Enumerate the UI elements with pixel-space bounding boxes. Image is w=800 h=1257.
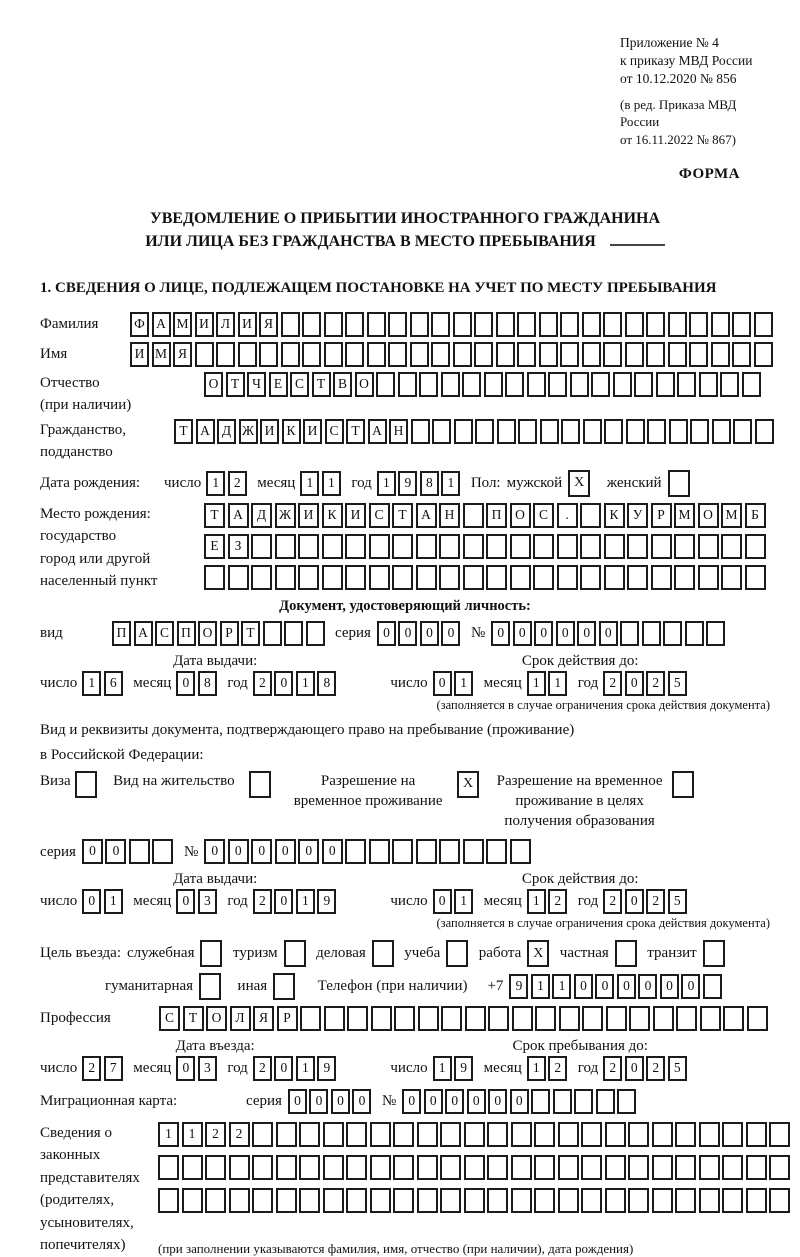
year-label: год [227, 1059, 248, 1076]
doc-dates-row [40, 671, 770, 696]
surname-label: Фамилия [40, 315, 99, 332]
citizenship-label [40, 419, 174, 464]
sex-label: Пол: [470, 474, 501, 491]
purpose-work-label: работа [478, 944, 522, 961]
birthplace-label-line3: город или другой [40, 550, 151, 567]
residence-valid-date [390, 889, 770, 914]
residence-permit-label: Вид на жительство [113, 772, 235, 789]
residence-options-row [40, 771, 770, 832]
doc-series-cells[interactable]: 0 0 0 0 [377, 621, 463, 646]
residence-validity-note: (заполняется в случае ограничения срока действия документа) [436, 916, 770, 931]
temp-residence-checkbox[interactable]: X [457, 771, 482, 798]
day-label: число [390, 1059, 428, 1076]
purpose-transit-checkbox[interactable] [703, 940, 728, 967]
residence-intro-line2: в Российской Федерации: [40, 746, 204, 763]
residence-issue-month-cells[interactable]: 0 3 [176, 889, 219, 914]
residence-number-label: № [183, 843, 199, 860]
page-title [40, 207, 770, 253]
phone-prefix: +7 [487, 977, 504, 994]
entry-date [40, 1056, 390, 1081]
residence-issue-header: Дата выдачи: [173, 871, 258, 888]
entry-month-cells[interactable]: 0 3 [176, 1056, 219, 1081]
residence-valid-year-cells[interactable]: 2 0 2 5 [603, 889, 689, 914]
patronymic-label [40, 372, 204, 417]
birthplace-label-line1: Место рождения: [40, 505, 151, 522]
doc-valid-year-cells[interactable]: 2 0 2 5 [603, 671, 689, 696]
purpose-transit-label: транзит [647, 944, 697, 961]
temp-residence-label: Разрешение на временное проживание [293, 772, 443, 809]
citizenship-label-line2: подданство [40, 444, 113, 461]
stay-month-cells[interactable]: 1 2 [527, 1056, 570, 1081]
name-row [40, 342, 770, 367]
doc-valid-month-cells[interactable]: 1 1 [527, 671, 570, 696]
residence-date-headers [40, 870, 770, 889]
purpose-business-label: деловая [316, 944, 366, 961]
residence-series-row [40, 839, 770, 864]
stay-until-date [390, 1056, 770, 1081]
doc-number-cells[interactable]: 0 0 0 0 0 0 [491, 621, 728, 646]
purpose-study-label: учеба [404, 944, 441, 961]
surname-row [40, 312, 770, 337]
appendix-line: Приложение № 4 [620, 35, 719, 50]
purpose-business-checkbox[interactable] [372, 940, 397, 967]
name-label: Имя [40, 345, 68, 362]
birthplace-label-line4: населенный пункт [40, 573, 158, 590]
doc-issue-month-cells[interactable]: 0 8 [176, 671, 219, 696]
birthplace-cells-row1[interactable]: Т А Д Ж И К И С Т А Н П О С . К У Р М О М Б [204, 503, 768, 528]
temp-residence-education-label: Разрешение на временное проживание в целях получения образования [496, 772, 663, 830]
representatives-label-line4: (родителях, [40, 1192, 115, 1209]
citizenship-cells[interactable]: Т А Д Ж И К И С Т А Н [174, 419, 776, 444]
patronymic-label-line2: (при наличии) [40, 397, 132, 414]
day-label: число [40, 893, 78, 910]
entry-date-headers [40, 1037, 770, 1056]
purpose-private-label: частная [559, 944, 609, 961]
profession-label: Профессия [40, 1009, 111, 1026]
birthdate-label: Дата рождения: [40, 474, 141, 491]
patronymic-cells[interactable]: О Т Ч Е С Т В О [204, 372, 763, 397]
stay-year-cells[interactable]: 2 0 2 5 [603, 1056, 689, 1081]
doc-date-headers [40, 652, 770, 671]
visa-checkbox[interactable] [75, 771, 100, 798]
day-label: число [164, 474, 202, 491]
name-cells[interactable]: И М Я [130, 342, 775, 367]
month-label: месяц [483, 1059, 522, 1076]
representatives-label-line1: Сведения о [40, 1124, 112, 1141]
entry-year-cells[interactable]: 2 0 1 9 [253, 1056, 339, 1081]
year-label: год [577, 893, 599, 910]
entry-date-header: Дата въезда: [175, 1037, 255, 1054]
birthplace-cells-row2[interactable]: Е З [204, 534, 768, 559]
year-label: год [227, 674, 248, 691]
edition-line: от 16.11.2022 № 867) [620, 131, 737, 147]
sex-female-label: женский [606, 474, 662, 491]
residence-dates-row [40, 889, 770, 914]
purpose-study-checkbox[interactable] [446, 940, 471, 967]
month-label: месяц [483, 893, 522, 910]
representatives-block [40, 1122, 770, 1257]
month-label: месяц [483, 674, 522, 691]
profession-row [40, 1006, 770, 1031]
year-label: год [577, 1059, 599, 1076]
residence-issue-date [40, 889, 390, 914]
profession-cells[interactable]: С Т О Л Я Р [159, 1006, 770, 1031]
representatives-cells-row2[interactable] [158, 1155, 793, 1180]
doc-kind-cells[interactable]: П А С П О Р Т [112, 621, 327, 646]
representatives-cells-row3[interactable] [158, 1188, 793, 1213]
birthdate-row [40, 470, 770, 497]
stay-until-header: Срок пребывания до: [512, 1037, 648, 1054]
residence-series-label: серия [40, 843, 76, 860]
day-label: число [40, 1059, 78, 1076]
residence-valid-month-cells[interactable]: 1 2 [527, 889, 570, 914]
phone-label: Телефон (при наличии) [317, 977, 468, 994]
purpose-official-checkbox[interactable] [200, 940, 225, 967]
appendix-line: к приказу МВД России [620, 53, 753, 69]
option-temp-residence-education [496, 771, 697, 832]
representatives-label-line6: попечителях) [40, 1237, 126, 1254]
doc-issue-year-cells[interactable]: 2 0 1 8 [253, 671, 339, 696]
title-blank-line [610, 244, 665, 246]
purpose-work-checkbox[interactable]: X [527, 940, 552, 967]
purpose-other-checkbox[interactable] [273, 973, 298, 1000]
sex-male-label: мужской [506, 474, 563, 491]
identity-doc-row [40, 621, 770, 646]
representatives-label-line2: законных [40, 1147, 101, 1164]
purpose-humanitarian-label: гуманитарная [105, 977, 194, 994]
surname-cells[interactable]: Ф А М И Л И Я [130, 312, 775, 337]
migration-card-label: Миграционная карта: [40, 1092, 178, 1109]
birthplace-cells-row3[interactable] [204, 565, 768, 590]
doc-issue-header: Дата выдачи: [173, 652, 258, 669]
entry-dates-row [40, 1056, 770, 1081]
year-label: год [351, 474, 372, 491]
doc-number-label: № [470, 624, 486, 641]
residence-intro-line1: Вид и реквизиты документа, подтверждающего право на пребывание (проживание) [40, 722, 575, 739]
birthplace-label-line2: государство [40, 528, 117, 545]
form-label: ФОРМА [678, 166, 740, 183]
representatives-cells-row1[interactable]: 1 1 2 2 [158, 1122, 793, 1147]
representatives-label-line5: усыновителях, [40, 1214, 134, 1231]
doc-series-label: серия [335, 624, 371, 641]
migration-series-label: серия [246, 1092, 282, 1109]
purpose-tourism-label: туризм [232, 944, 278, 961]
month-label: месяц [257, 474, 296, 491]
migration-card-row [40, 1089, 770, 1114]
residence-number-cells[interactable]: 0 0 0 0 0 0 [204, 839, 533, 864]
residence-issue-year-cells[interactable]: 2 0 1 9 [253, 889, 339, 914]
residence-series-cells[interactable]: 0 0 [82, 839, 176, 864]
representatives-note: (при заполнении указываются фамилия, имя, отчество (при наличии), дата рождения) [158, 1240, 634, 1256]
sex-female-checkbox[interactable] [668, 470, 693, 497]
identity-doc-heading: Документ, удостоверяющий личность: [279, 597, 531, 614]
residence-valid-header: Срок действия до: [521, 871, 639, 888]
birthplace-label [40, 503, 204, 593]
day-label: число [40, 674, 78, 691]
doc-issue-date [40, 671, 390, 696]
birth-month-cells[interactable]: 1 1 [300, 471, 343, 496]
year-label: год [577, 674, 599, 691]
residence-issue-day-cells[interactable]: 0 1 [82, 889, 125, 914]
page-title-line1: УВЕДОМЛЕНИЕ О ПРИБЫТИИ ИНОСТРАННОГО ГРАЖДАНИНА [149, 209, 661, 227]
visa-label: Виза [40, 772, 71, 789]
patronymic-label-line1: Отчество [40, 374, 100, 391]
doc-issue-day-cells[interactable]: 1 6 [82, 671, 125, 696]
temp-residence-education-checkbox[interactable] [672, 771, 697, 798]
doc-valid-date [390, 671, 770, 696]
month-label: месяц [133, 893, 172, 910]
residence-valid-day-cells[interactable]: 0 1 [433, 889, 476, 914]
section1-heading: 1. СВЕДЕНИЯ О ЛИЦЕ, ПОДЛЕЖАЩЕМ ПОСТАНОВКЕ НА УЧЕТ ПО МЕСТУ ПРЕБЫВАНИЯ [40, 279, 717, 296]
purpose-label: Цель въезда: [40, 944, 121, 961]
month-label: месяц [133, 674, 172, 691]
representatives-label-line3: представителях [40, 1169, 140, 1186]
year-label: год [227, 893, 248, 910]
birthplace-block [40, 503, 770, 593]
option-residence-permit [113, 771, 273, 798]
appendix-line: от 10.12.2020 № 856 [620, 71, 737, 87]
migration-series-cells[interactable]: 0 0 0 0 [288, 1089, 374, 1114]
purpose-official-label: служебная [126, 944, 195, 961]
purpose-tourism-checkbox[interactable] [284, 940, 309, 967]
sex-male-checkbox[interactable]: X [568, 470, 593, 497]
day-label: число [390, 674, 428, 691]
purpose-row2 [40, 973, 770, 1000]
doc-validity-note: (заполняется в случае ограничения срока действия документа) [436, 697, 770, 712]
day-label: число [390, 893, 428, 910]
purpose-row [40, 940, 770, 967]
option-visa [40, 771, 99, 798]
appendix-block [620, 34, 770, 185]
migration-number-cells[interactable]: 0 0 0 0 0 0 [402, 1089, 639, 1114]
doc-valid-day-cells[interactable]: 0 1 [433, 671, 476, 696]
phone-cells[interactable]: 9 1 1 0 0 0 0 0 0 [509, 974, 724, 999]
representatives-label [40, 1122, 158, 1257]
doc-valid-header: Срок действия до: [521, 652, 639, 669]
doc-kind-label: вид [40, 624, 63, 641]
purpose-other-label: иная [237, 977, 268, 994]
birth-day-cells[interactable]: 1 2 [206, 471, 249, 496]
birth-year-cells[interactable]: 1 9 8 1 [377, 471, 463, 496]
patronymic-row [40, 372, 770, 417]
page-title-line2: ИЛИ ЛИЦА БЕЗ ГРАЖДАНСТВА В МЕСТО ПРЕБЫВАНИЯ [145, 232, 596, 250]
purpose-humanitarian-checkbox[interactable] [199, 973, 224, 1000]
edition-line: (в ред. Приказа МВД России [620, 96, 737, 130]
citizenship-row [40, 419, 770, 464]
migration-number-label: № [381, 1092, 397, 1109]
option-temp-residence [287, 771, 482, 812]
birthdate-group [164, 471, 471, 496]
stay-day-cells[interactable]: 1 9 [433, 1056, 476, 1081]
month-label: месяц [133, 1059, 172, 1076]
purpose-private-checkbox[interactable] [615, 940, 640, 967]
entry-day-cells[interactable]: 2 7 [82, 1056, 125, 1081]
residence-permit-checkbox[interactable] [249, 771, 274, 798]
citizenship-label-line1: Гражданство, [40, 421, 127, 438]
